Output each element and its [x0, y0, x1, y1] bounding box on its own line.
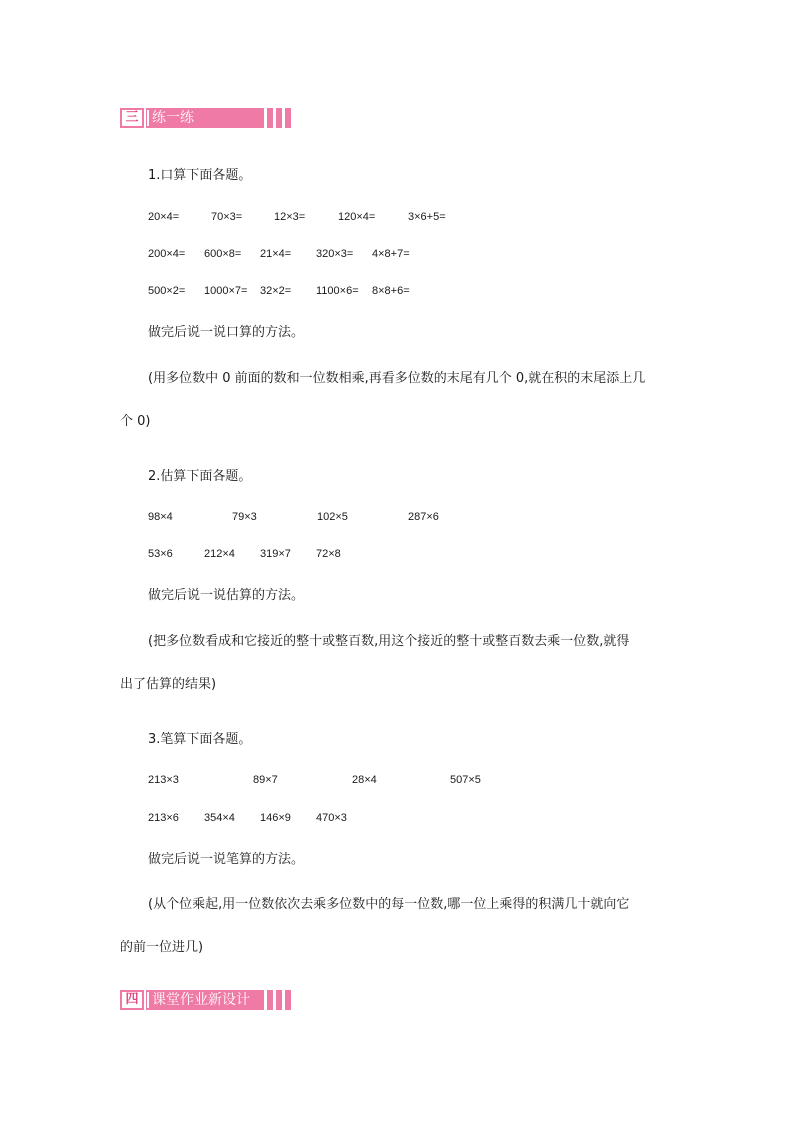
q1-item: 21×4=	[260, 248, 292, 260]
q3-item: 354×4	[204, 812, 235, 824]
q3-item: 470×3	[316, 812, 347, 824]
q2-answer-line2: 出了估算的结果)	[120, 677, 217, 692]
banner-stripes	[267, 990, 294, 1010]
q1-item: 70×3=	[211, 211, 243, 223]
q1-item: 3×6+5=	[408, 211, 446, 223]
q2-item: 53×6	[148, 548, 173, 560]
q2-answer-line1: (把多位数看成和它接近的整十或整百数,用这个接近的整十或整百数去乘一位数,就得	[148, 634, 630, 649]
section-title: 课堂作业新设计	[146, 990, 264, 1010]
q1-prompt: 做完后说一说口算的方法。	[148, 325, 305, 340]
q2-item: 79×3	[232, 511, 257, 523]
question-2-title: 2.估算下面各题。	[148, 469, 252, 484]
q3-item: 213×3	[148, 774, 179, 786]
question-1-title: 1.口算下面各题。	[148, 168, 252, 183]
q3-item: 89×7	[253, 774, 278, 786]
banner-stripes	[267, 108, 294, 128]
q2-item: 212×4	[204, 548, 235, 560]
q2-item: 102×5	[317, 511, 348, 523]
section-number: 三	[120, 108, 144, 128]
q3-prompt: 做完后说一说笔算的方法。	[148, 852, 305, 867]
section-banner-3	[120, 108, 302, 128]
q3-item: 213×6	[148, 812, 179, 824]
q1-item: 1100×6=	[316, 285, 359, 297]
q3-answer-line1: (从个位乘起,用一位数依次去乘多位数中的每一位数,哪一位上乘得的积满几十就向它	[148, 897, 630, 912]
q3-item: 146×9	[260, 812, 291, 824]
q1-item: 8×8+6=	[372, 285, 410, 297]
q2-prompt: 做完后说一说估算的方法。	[148, 588, 305, 603]
q1-item: 1000×7=	[204, 285, 248, 297]
q1-item: 32×2=	[260, 285, 292, 297]
q1-item: 120×4=	[338, 211, 376, 223]
q3-answer-line2: 的前一位进几)	[120, 940, 204, 955]
q1-item: 12×3=	[274, 211, 306, 223]
section-number: 四	[120, 990, 144, 1010]
q2-item: 98×4	[148, 511, 173, 523]
q3-item: 28×4	[352, 774, 377, 786]
q1-item: 500×2=	[148, 285, 186, 297]
section-banner-4	[120, 990, 302, 1010]
q2-item: 72×8	[316, 548, 341, 560]
q1-item: 600×8=	[204, 248, 242, 260]
question-3-title: 3.笔算下面各题。	[148, 732, 252, 747]
q1-answer-line2: 个 0)	[120, 414, 151, 429]
q1-item: 4×8+7=	[372, 248, 410, 260]
q1-item: 320×3=	[316, 248, 354, 260]
q2-item: 319×7	[260, 548, 291, 560]
q1-item: 200×4=	[148, 248, 186, 260]
q3-item: 507×5	[450, 774, 481, 786]
q1-item: 20×4=	[148, 211, 180, 223]
section-title: 练一练	[146, 108, 264, 128]
q2-item: 287×6	[408, 511, 439, 523]
q1-answer-line1: (用多位数中 0 前面的数和一位数相乘,再看多位数的末尾有几个 0,就在积的末尾添上几	[148, 371, 646, 386]
